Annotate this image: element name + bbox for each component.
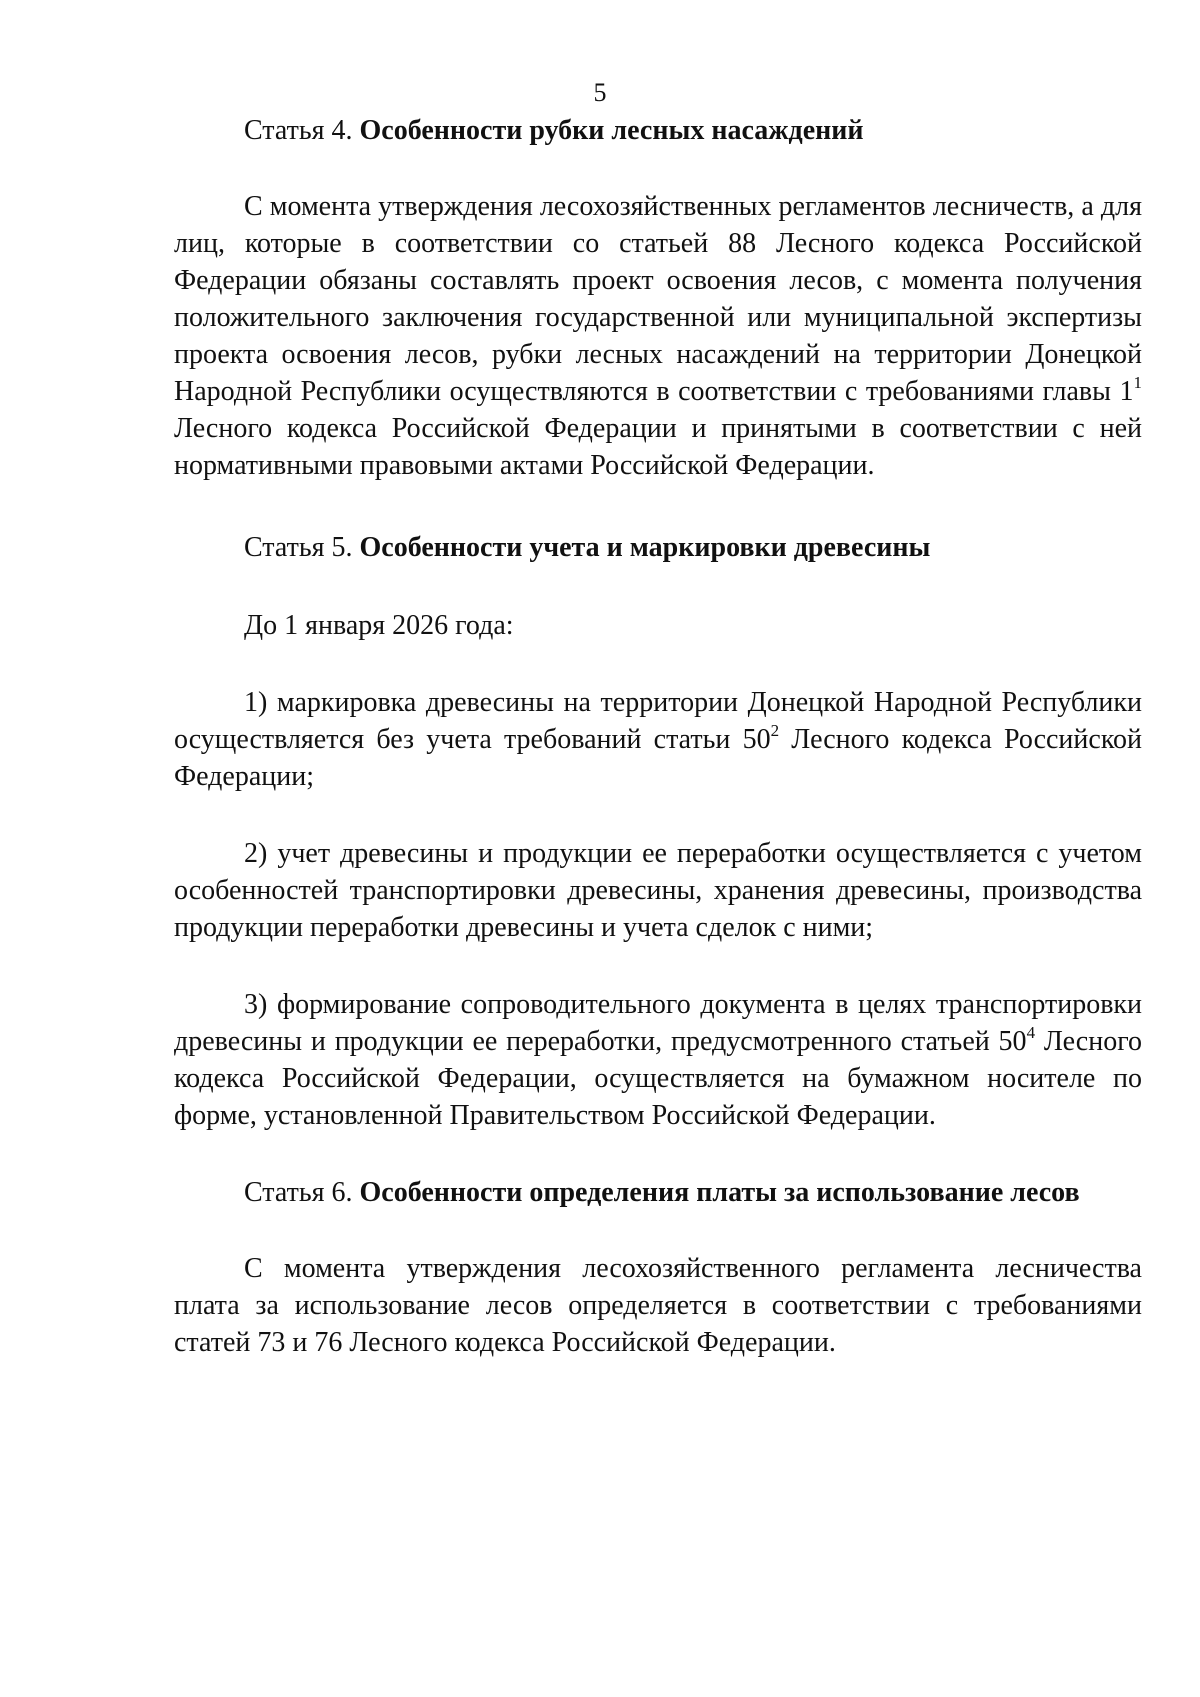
item-1-text-part-1: 1) маркировка древесины на территории Донецкой Народной Республики осуществляется без учета требований статьи 50 <box>174 687 1142 755</box>
article-6-title: Особенности определения платы за использование лесов <box>359 1177 1080 1208</box>
article-6-heading <box>174 1174 1142 1212</box>
item-1-superscript: 2 <box>770 720 780 740</box>
article-5-item-1 <box>174 684 1142 795</box>
article-4-text-part-2: Лесного кодекса Российской Федерации и принятыми в соответствии с ней нормативными правовыми актами Российской Федерации. <box>174 413 1142 481</box>
item-3-superscript: 4 <box>1026 1022 1036 1042</box>
item-3-text-part-1: 3) формирование сопроводительного документа в целях транспортировки древесины и продукции ее переработки, предусмотренного статьей 50 <box>174 989 1142 1057</box>
article-4-title: Особенности рубки лесных насаждений <box>359 115 864 146</box>
article-5-heading <box>174 529 1142 567</box>
article-5-label: Статья 5. <box>244 532 353 563</box>
document-body <box>174 112 1142 1361</box>
article-5-intro: До 1 января 2026 года: <box>244 610 514 641</box>
article-4-label: Статья 4. <box>244 115 353 146</box>
page-number: 5 <box>593 78 607 107</box>
article-4-superscript: 1 <box>1133 372 1142 392</box>
article-4-text-part-1: С момента утверждения лесохозяйственных регламентов лесничеств, а для лиц, которые в соответствии со статьей 88 Лесного кодекса Российской Федерации обязаны составлять проект освоения лесов, с момента получения положительного заключения государственной или муниципальной экспертизы проекта освоения лесов, рубки лесных насаждений на территории Донецкой Народной Республики осуществляются в соответствии с требованиями главы 1 <box>174 191 1142 407</box>
item-3-text-part-2: Лесного кодекса Российской Федерации, осуществляется на бумажном носителе по форме, установленной Правительством Российской Федерации. <box>174 1026 1143 1131</box>
article-4-paragraph <box>174 188 1142 484</box>
article-4-heading <box>174 112 1142 150</box>
article-5-title: Особенности учета и маркировки древесины <box>359 532 931 563</box>
article-6-label: Статья 6. <box>244 1177 353 1208</box>
article-5-item-2: 2) учет древесины и продукции ее переработки осуществляется с учетом особенностей транспортировки древесины, хранения древесины, производства продукции переработки древесины и учета сделок с ними; <box>174 838 1142 943</box>
article-5-item-3 <box>174 986 1142 1134</box>
article-6-paragraph: С момента утверждения лесохозяйственного регламента лесничества плата за использование лесов определяется в соответствии с требованиями статей 73 и 76 Лесного кодекса Российской Федерации. <box>174 1253 1142 1358</box>
item-1-text-part-2: Лесного кодекса Российской Федерации; <box>174 724 1142 792</box>
